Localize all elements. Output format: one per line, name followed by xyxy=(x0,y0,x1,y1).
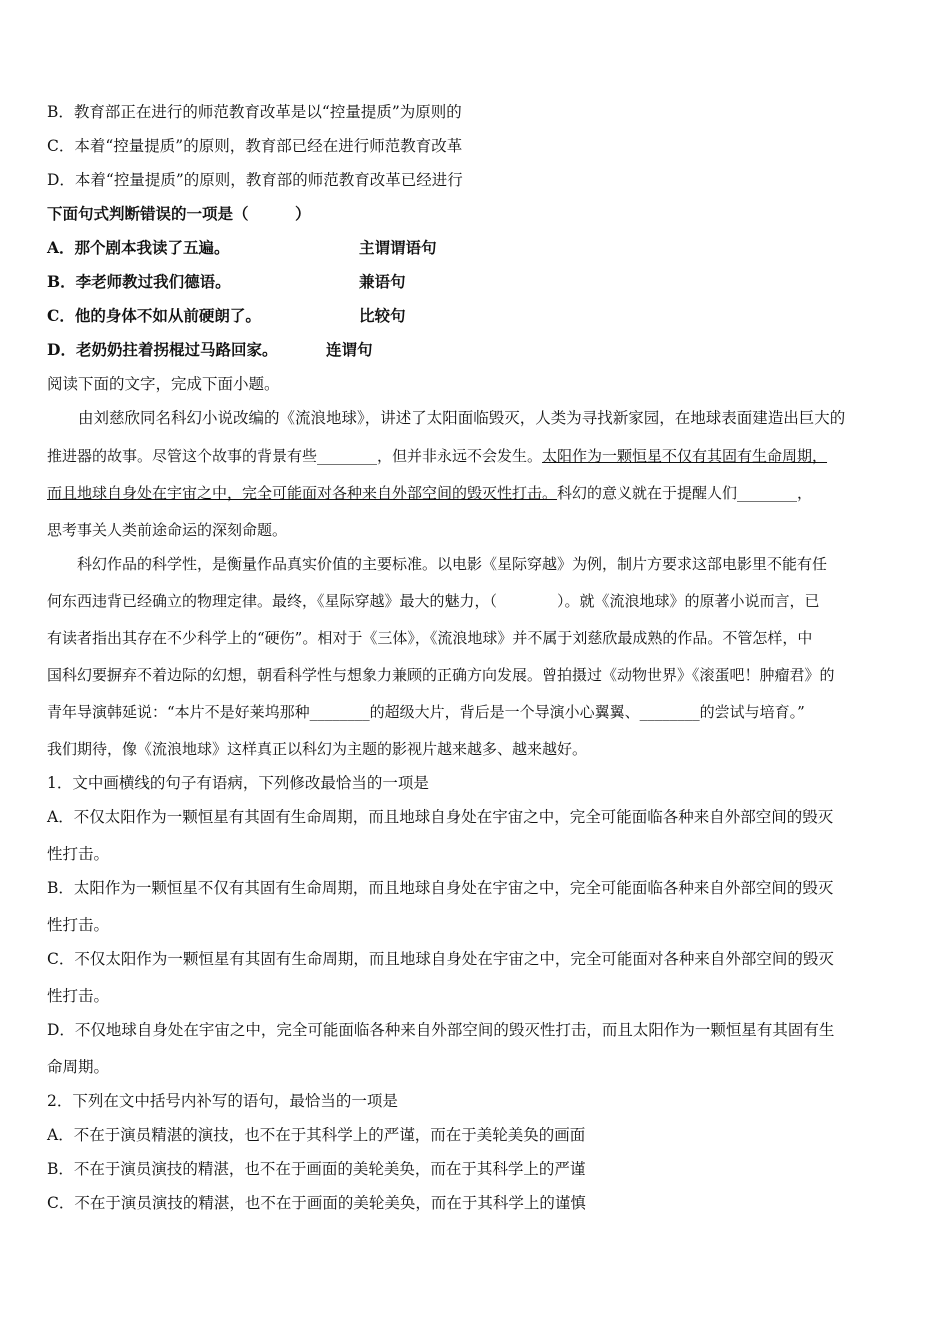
q1-option-d: D．不仅地球自身处在宇宙之中，完全可能面临各种来自外部空间的毁灭性打击，而且太阳作为一颗恒星有其固有生 xyxy=(47,1021,835,1039)
q2-option-b: B．不在于演员演技的精湛，也不在于画面的美轮美奂，而在于其科学上的严谨 xyxy=(47,1160,586,1178)
passage-p1-line2-text: 推进器的故事。尽管这个故事的背景有些________，但并非永远不会发生。 xyxy=(47,447,543,465)
underlined-sentence-part1: 太阳作为一颗恒星不仅有其固有生命周期， xyxy=(542,447,828,465)
q1-option-d-cont: 命周期。 xyxy=(47,1058,110,1076)
q1-option-b-cont: 性打击。 xyxy=(47,916,110,934)
syntax-option-a: A．那个剧本我读了五遍。 xyxy=(47,238,230,257)
passage-p2-line2: 何东西违背已经确立的物理定律。最终，《星际穿越》最大的魅力，（ ）。就《流浪地球》的原著小说而言，已 xyxy=(47,592,820,610)
prev-option-d: D．本着“控量提质”的原则，教育部的师范教育改革已经进行 xyxy=(47,171,463,189)
passage-p1-line2 xyxy=(47,446,827,466)
syntax-option-d: D．老奶奶拄着拐棍过马路回家。 xyxy=(47,340,278,359)
q1-stem: 1．文中画横线的句子有语病，下列修改最恰当的一项是 xyxy=(47,774,429,792)
q1-option-c: C．不仅太阳作为一颗恒星有其固有生命周期，而且地球自身处在宇宙之中，完全可能面对各种来自外部空间的毁灭 xyxy=(47,950,834,968)
underlined-sentence-part2: 而且地球自身处在宇宙之中，完全可能面对各种来自外部空间的毁灭性打击。 xyxy=(47,484,558,502)
passage-p1-line3-text: 科幻的意义就在于提醒人们________， xyxy=(557,484,813,502)
q2-option-a: A．不在于演员精湛的演技，也不在于其科学上的严谨，而在于美轮美奂的画面 xyxy=(47,1126,586,1144)
q1-option-b: B．太阳作为一颗恒星不仅有其固有生命周期，而且地球自身处在宇宙之中，完全可能面临各种来自外部空间的毁灭 xyxy=(47,879,834,897)
passage-p1-line3 xyxy=(47,483,812,503)
q2-stem: 2．下列在文中括号内补写的语句，最恰当的一项是 xyxy=(47,1092,398,1110)
syntax-option-d-tag: 连谓句 xyxy=(326,340,373,359)
q1-option-a-cont: 性打击。 xyxy=(47,845,110,863)
syntax-question-stem: 下面句式判断错误的一项是（ ） xyxy=(47,204,311,223)
syntax-option-b: B．李老师教过我们德语。 xyxy=(47,272,231,291)
passage-p2-line4: 国科幻要摒弃不着边际的幻想，朝看科学性与想象力兼顾的正确方向发展。曾拍摄过《动物世界》《滚蛋吧！肿瘤君》的 xyxy=(47,666,835,684)
syntax-option-b-tag: 兼语句 xyxy=(359,272,406,291)
passage-p2-line3: 有读者指出其存在不少科学上的“硬伤”。相对于《三体》，《流浪地球》并不属于刘慈欣最成熟的作品。不管怎样，中 xyxy=(47,629,813,647)
prev-option-c: C．本着“控量提质”的原则，教育部已经在进行师范教育改革 xyxy=(47,137,463,155)
syntax-option-c: C．他的身体不如从前硬朗了。 xyxy=(47,306,261,325)
q2-option-c: C．不在于演员演技的精湛，也不在于画面的美轮美奂，而在于其科学上的谨慎 xyxy=(47,1194,586,1212)
passage-p2-line6: 我们期待，像《流浪地球》这样真正以科幻为主题的影视片越来越多、越来越好。 xyxy=(47,740,588,758)
passage-p1-line1: 由刘慈欣同名科幻小说改编的《流浪地球》，讲述了太阳面临毁灭，人类为寻找新家园，在地球表面建造出巨大的 xyxy=(47,409,846,427)
passage-p1-line4: 思考事关人类前途命运的深刻命题。 xyxy=(47,521,288,539)
syntax-option-c-tag: 比较句 xyxy=(359,306,406,325)
prev-option-b: B．教育部正在进行的师范教育改革是以“控量提质”为原则的 xyxy=(47,103,462,121)
passage-p2-line1: 科幻作品的科学性，是衡量作品真实价值的主要标准。以电影《星际穿越》为例，制片方要求这部电影里不能有任 xyxy=(47,555,828,573)
q1-option-c-cont: 性打击。 xyxy=(47,987,110,1005)
passage-p2-line5: 青年导演韩延说：“本片不是好莱坞那种________的超级大片，背后是一个导演小心翼翼、________的尝试与培育。” xyxy=(47,703,805,721)
syntax-option-a-tag: 主谓谓语句 xyxy=(359,238,437,257)
q1-option-a: A．不仅太阳作为一颗恒星有其固有生命周期，而且地球自身处在宇宙之中，完全可能面临各种来自外部空间的毁灭 xyxy=(47,808,834,826)
reading-intro: 阅读下面的文字，完成下面小题。 xyxy=(47,375,280,393)
